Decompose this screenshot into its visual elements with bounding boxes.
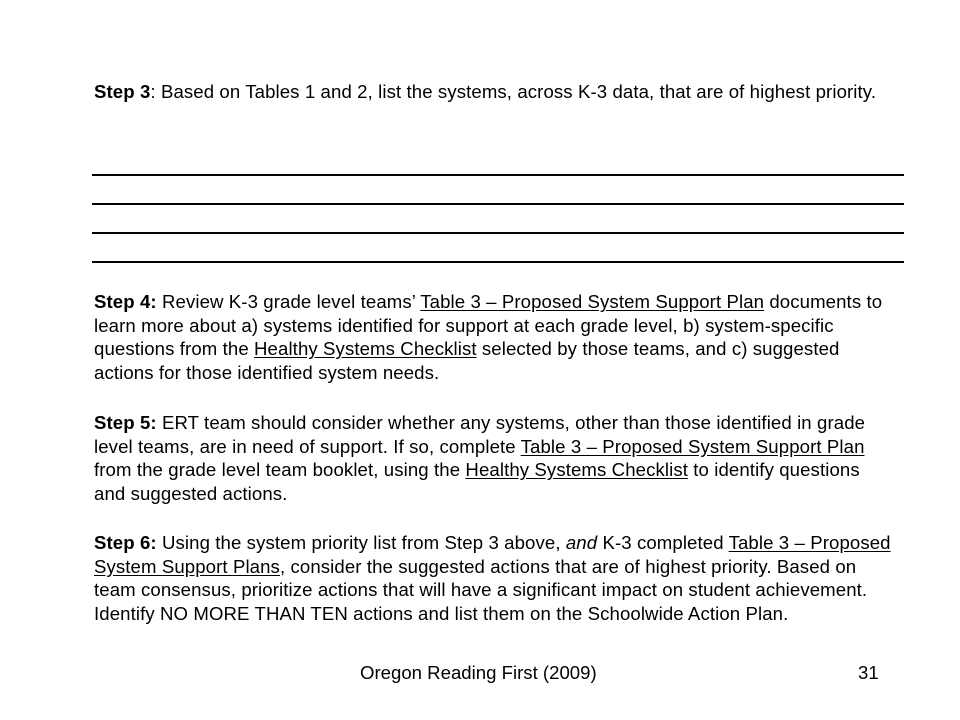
answer-line-3 xyxy=(92,232,904,234)
step6-text-1: Using the system priority list from Step 3 above, xyxy=(156,532,566,553)
step4-table3-link: Table 3 – Proposed System Support Plan xyxy=(420,291,765,312)
step5-paragraph xyxy=(94,411,894,505)
step6-emphasis: and xyxy=(565,532,598,553)
step6-text-3: , consider the suggested actions that are of highest priority. Based on team consensus, prioritize actions that will have a significant impact on student achievement. Identify NO MORE THAN TEN actions and list them on the Schoolwide Action Plan. xyxy=(94,555,868,624)
answer-line-1 xyxy=(92,174,904,176)
step4-text-3: selected by those teams, and c) suggested actions for those identified system needs. xyxy=(94,338,840,383)
answer-line-4 xyxy=(92,261,904,263)
step6-paragraph xyxy=(94,531,894,625)
step4-paragraph xyxy=(94,290,894,384)
page-number: 31 xyxy=(858,662,879,683)
step4-text-2: documents to learn more about a) systems identified for support at each grade level, b) system-specific questions from the xyxy=(94,291,883,359)
step6-table3-link: Table 3 – Proposed System Support Plans xyxy=(94,532,891,577)
step5-label: Step 5: xyxy=(94,412,157,433)
step4-checklist-link: Healthy Systems Checklist xyxy=(254,338,477,359)
step4-label: Step 4: xyxy=(94,291,157,312)
step5-text-2: from the grade level team booklet, using the xyxy=(94,459,466,480)
step5-checklist-link: Healthy Systems Checklist xyxy=(465,459,689,480)
footer-source: Oregon Reading First (2009) xyxy=(360,662,597,683)
answer-line-2 xyxy=(92,203,904,205)
step5-text-3: to identify questions and suggested actions. xyxy=(94,459,860,504)
step3-text: : Based on Tables 1 and 2, list the systems, across K-3 data, that are of highest priority. xyxy=(150,81,877,102)
step4-text-1: Review K-3 grade level teams’ xyxy=(156,291,421,312)
step5-text-1: ERT team should consider whether any systems, other than those identified in grade level teams, are in need of support. If so, complete xyxy=(94,412,866,457)
step3-label: Step 3 xyxy=(94,81,151,102)
step5-table3-link: Table 3 – Proposed System Support Plan xyxy=(520,435,865,457)
step3-paragraph xyxy=(94,80,894,104)
step6-text-2: K-3 completed xyxy=(597,532,729,553)
step6-label: Step 6: xyxy=(94,532,157,553)
